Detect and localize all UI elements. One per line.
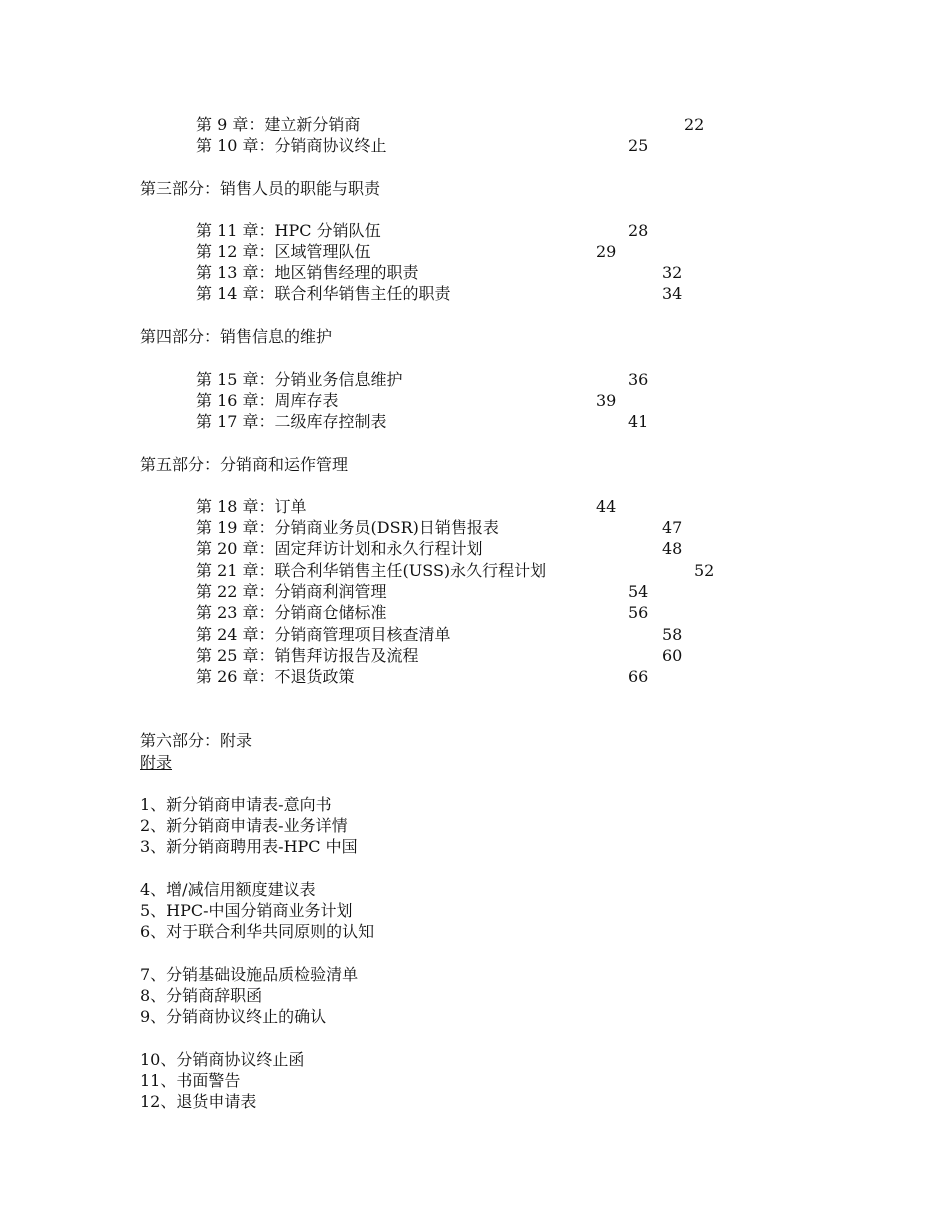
toc-page-number: 28 xyxy=(628,221,649,240)
toc-entry-ch22: 第 22 章：分销商利润管理 xyxy=(196,582,387,601)
appendix-item-1: 1、新分销商申请表-意向书 xyxy=(140,795,332,814)
part-heading-4: 第四部分：销售信息的维护 xyxy=(140,327,333,346)
toc-page-number: 44 xyxy=(596,497,617,516)
toc-page-number: 34 xyxy=(662,284,683,303)
toc-page-number: 56 xyxy=(628,603,649,622)
appendix-item-7: 7、分销基础设施品质检验清单 xyxy=(140,965,359,984)
appendix-subtitle: 附录 xyxy=(140,753,173,772)
toc-entry-ch12: 第 12 章：区域管理队伍 xyxy=(196,242,371,261)
toc-page-number: 66 xyxy=(628,667,649,686)
toc-page-number: 48 xyxy=(662,539,683,558)
toc-page-number: 41 xyxy=(628,412,649,431)
toc-entry-ch19: 第 19 章：分销商业务员(DSR)日销售报表 xyxy=(196,518,499,537)
toc-entry-label: 第 9 章：建立新分销商 xyxy=(196,115,361,134)
toc-entry-ch24: 第 24 章：分销商管理项目核查清单 xyxy=(196,625,451,644)
toc-entry-ch26: 第 26 章：不退货政策 xyxy=(196,667,355,686)
toc-entry-ch9 xyxy=(196,114,360,135)
toc-entry-ch11: 第 11 章：HPC 分销队伍 xyxy=(196,221,381,240)
toc-entry-ch14: 第 14 章：联合利华销售主任的职责 xyxy=(196,284,451,303)
toc-page-number: 47 xyxy=(662,518,683,537)
toc-page-number: 36 xyxy=(628,370,649,389)
part-heading-6: 第六部分：附录 xyxy=(140,731,253,750)
toc-entry-label: 第 10 章：分销商协议终止 xyxy=(196,136,387,155)
appendix-item-3: 3、新分销商聘用表-HPC 中国 xyxy=(140,837,358,856)
toc-entry-ch15: 第 15 章：分销业务信息维护 xyxy=(196,370,403,389)
toc-page-number: 22 xyxy=(684,115,705,134)
appendix-item-12: 12、退货申请表 xyxy=(140,1092,257,1111)
toc-entry-ch20: 第 20 章：固定拜访计划和永久行程计划 xyxy=(196,539,483,558)
toc-page-number: 60 xyxy=(662,646,683,665)
toc-page-number: 29 xyxy=(596,242,617,261)
toc-entry-ch21: 第 21 章：联合利华销售主任(USS)永久行程计划 xyxy=(196,561,547,580)
toc-entry-ch18: 第 18 章：订单 xyxy=(196,497,307,516)
toc-entry-ch13: 第 13 章：地区销售经理的职责 xyxy=(196,263,419,282)
toc-entry-ch10 xyxy=(196,135,387,156)
appendix-item-6: 6、对于联合利华共同原则的认知 xyxy=(140,922,375,941)
toc-page-number: 32 xyxy=(662,263,683,282)
toc-page-number: 39 xyxy=(596,391,617,410)
appendix-item-4: 4、增/减信用额度建议表 xyxy=(140,880,316,899)
toc-entry-ch16: 第 16 章：周库存表 xyxy=(196,391,339,410)
toc-page-number: 58 xyxy=(662,625,683,644)
toc-entry-ch17: 第 17 章：二级库存控制表 xyxy=(196,412,387,431)
part-heading-5: 第五部分：分销商和运作管理 xyxy=(140,455,349,474)
toc-page-number: 52 xyxy=(694,561,715,580)
toc-entry-ch25: 第 25 章：销售拜访报告及流程 xyxy=(196,646,419,665)
toc-page-number: 54 xyxy=(628,582,649,601)
appendix-item-5: 5、HPC-中国分销商业务计划 xyxy=(140,901,353,920)
toc-page-number: 25 xyxy=(628,136,649,155)
appendix-item-9: 9、分销商协议终止的确认 xyxy=(140,1007,327,1026)
appendix-item-8: 8、分销商辞职函 xyxy=(140,986,263,1005)
part-heading-3: 第三部分：销售人员的职能与职责 xyxy=(140,179,381,198)
appendix-item-10: 10、分销商协议终止函 xyxy=(140,1050,305,1069)
toc-entry-ch23: 第 23 章：分销商仓储标准 xyxy=(196,603,387,622)
appendix-item-11: 11、书面警告 xyxy=(140,1071,241,1090)
appendix-item-2: 2、新分销商申请表-业务详情 xyxy=(140,816,348,835)
